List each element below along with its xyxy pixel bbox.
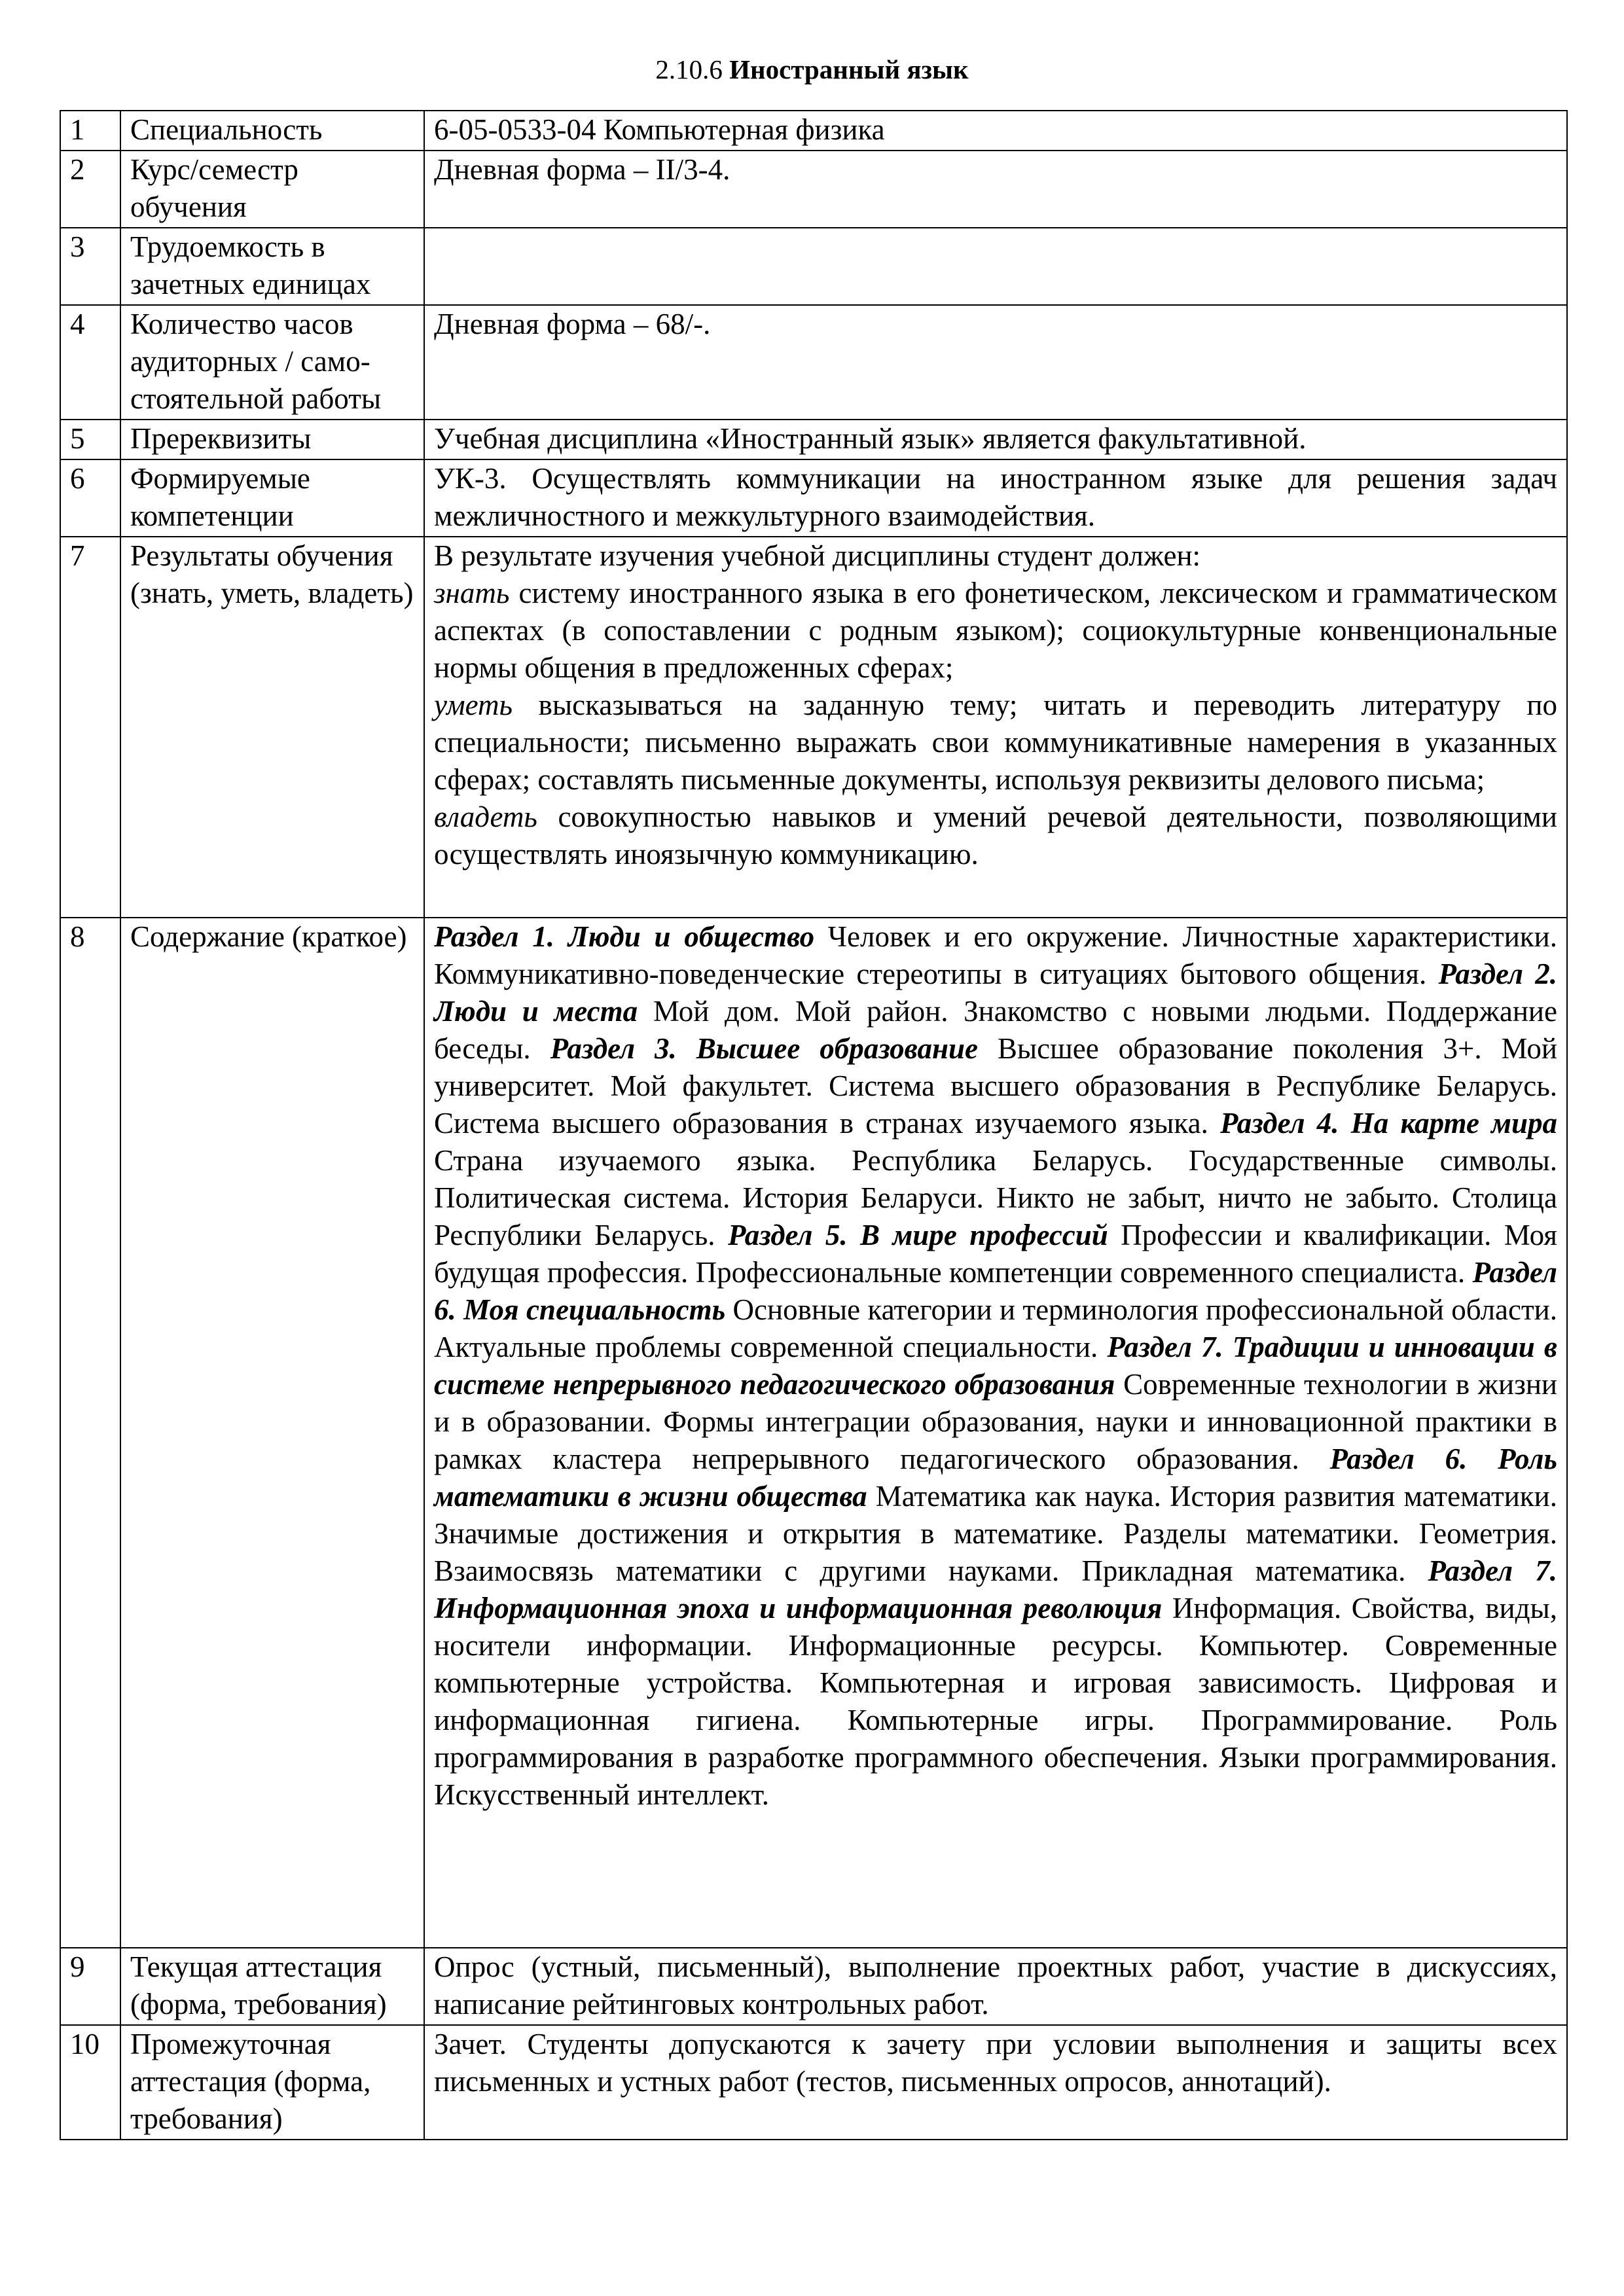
table-row — [60, 537, 1567, 918]
row-label: Курс/семестр обучения — [120, 151, 424, 228]
row-number: 8 — [60, 918, 120, 1948]
outcome-text: систему иностранного языка в его фонетическом, лексическом и грамматическом аспектах (в сопоставлении с родным языком); социокультурные конвенциональные нормы общения в предложенных сферах; — [434, 577, 1557, 684]
section-heading: Раздел 6. Моя специальность — [434, 1256, 1557, 1326]
row-number: 1 — [60, 111, 120, 151]
row-label: Формируемые компетенции — [120, 459, 424, 537]
row-number: 10 — [60, 2025, 120, 2140]
outcome-term: знать — [434, 577, 510, 609]
section-heading: Раздел 6. Роль математики в жизни общества — [434, 1443, 1557, 1513]
row-label: Пререквизиты — [120, 420, 424, 459]
row-label: Специальность — [120, 111, 424, 151]
outcome-term: владеть — [434, 800, 537, 833]
row-value: Зачет. Студенты допускаются к зачету при условии выполнения и защиты всех письменных и устных работ (тестов, письменных опросов, аннотаций). — [424, 2025, 1567, 2140]
outcome-term: уметь — [434, 689, 513, 721]
learning-outcomes — [424, 537, 1567, 918]
section-number: 2.10.6 — [655, 54, 723, 84]
course-content — [424, 918, 1567, 1948]
table-row — [60, 1948, 1567, 2025]
row-label: Количество часов аудиторных / само-стоятельной работы — [120, 305, 424, 420]
row-value: Дневная форма – II/3-4. — [424, 151, 1567, 228]
row-label: Содержание (краткое) — [120, 918, 424, 1948]
section-text: Информация. Свойства, виды, носители информации. Информационные ресурсы. Компьютер. Современные компьютерные устройства. Компьютерная и игровая зависимость. Цифровая и информационная гигиена. Компьютерные игры. Программирование. Роль программирования в разработке программного обеспечения. Языки программирования. Искусственный интеллект. — [434, 1592, 1557, 1811]
row-value — [424, 228, 1567, 305]
row-value: Опрос (устный, письменный), выполнение проектных работ, участие в дискуссиях, написание рейтинговых контрольных работ. — [424, 1948, 1567, 2025]
row-number: 7 — [60, 537, 120, 918]
section-text: Математика как наука. История развития математики. Значимые достижения и открытия в математике. Разделы математики. Геометрия. Взаимосвязь математики с другими науками. Прикладная математика. — [434, 1480, 1557, 1587]
table-row — [60, 228, 1567, 305]
section-text: Страна изучаемого языка. Республика Беларусь. Государственные символы. Политическая система. История Беларуси. Никто не забыт, ничто не забыто. Столица Республики Беларусь. — [434, 1144, 1557, 1251]
outcomes-intro: В результате изучения учебной дисциплины студент должен: — [434, 539, 1201, 572]
row-value: Учебная дисциплина «Иностранный язык» является факультативной. — [424, 420, 1567, 459]
section-heading: Раздел 7. Информационная эпоха и информационная революция — [434, 1554, 1557, 1624]
section-text: Основные категории и терминология профессиональной области. Актуальные проблемы современной специальности. — [434, 1293, 1557, 1363]
row-number: 9 — [60, 1948, 120, 2025]
outcome-text: высказываться на заданную тему; читать и переводить литературу по специальности; письменно выражать свои коммуникативные намерения в указанных сферах; составлять письменные документы, используя реквизиты делового письма; — [434, 689, 1557, 796]
section-text: Человек и его окружение. Личностные характеристики. Коммуникативно-поведенческие стереотипы в ситуациях бытового общения. — [434, 920, 1557, 990]
section-heading: Раздел 7. Традиции и инновации в системе непрерывного педагогического образования — [434, 1331, 1557, 1401]
section-heading: Раздел 3. Высшее образование — [550, 1032, 978, 1065]
row-label: Промежуточная аттестация (форма, требования) — [120, 2025, 424, 2140]
section-text: Высшее образование поколения 3+. Мой университет. Мой факультет. Система высшего образования в Республике Беларусь. Система высшего образования в странах изучаемого языка. — [434, 1032, 1557, 1139]
section-heading: Раздел 1. Люди и общество — [434, 920, 815, 953]
row-number: 3 — [60, 228, 120, 305]
row-label: Текущая аттестация (форма, требования) — [120, 1948, 424, 2025]
page-title — [0, 54, 1624, 85]
row-number: 5 — [60, 420, 120, 459]
row-value: Дневная форма – 68/-. — [424, 305, 1567, 420]
discipline-title: Иностранный язык — [729, 54, 969, 84]
table-row — [60, 111, 1567, 151]
discipline-table — [60, 110, 1568, 2140]
section-text: Профессии и квалификации. Моя будущая профессия. Профессиональные компетенции современного специалиста. — [434, 1219, 1557, 1289]
section-text: Современные технологии в жизни и в образовании. Формы интеграции образования, науки и инновационной практики в рамках кластера непрерывного педагогического образования. — [434, 1368, 1558, 1475]
table-row — [60, 151, 1567, 228]
section-text: Мой дом. Мой район. Знакомство с новыми людьми. Поддержание беседы. — [434, 995, 1557, 1065]
row-number: 6 — [60, 459, 120, 537]
section-heading: Раздел 5. В мире профессий — [727, 1219, 1108, 1251]
row-value: УК-3. Осуществлять коммуникации на иностранном языке для решения задач межличностного и межкультурного взаимодействия. — [424, 459, 1567, 537]
row-label: Трудоемкость в зачетных единицах — [120, 228, 424, 305]
table-row — [60, 305, 1567, 420]
section-heading: Раздел 4. На карте мира — [1220, 1107, 1557, 1139]
row-label: Результаты обучения (знать, уметь, владеть) — [120, 537, 424, 918]
outcome-text: совокупностью навыков и умений речевой деятельности, позволяющими осуществлять иноязычную коммуникацию. — [434, 800, 1557, 870]
section-heading: Раздел 2. Люди и места — [434, 958, 1557, 1028]
row-number: 2 — [60, 151, 120, 228]
table-row — [60, 459, 1567, 537]
table-row — [60, 420, 1567, 459]
row-value: 6-05-0533-04 Компьютерная физика — [424, 111, 1567, 151]
table-row — [60, 2025, 1567, 2140]
table-row — [60, 918, 1567, 1948]
row-number: 4 — [60, 305, 120, 420]
